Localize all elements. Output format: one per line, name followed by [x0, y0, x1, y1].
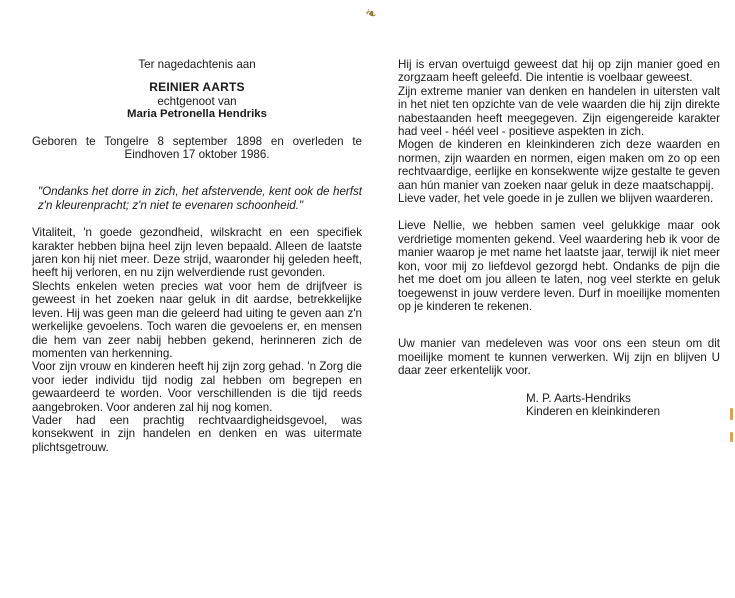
edge-mark: [730, 432, 733, 442]
deceased-name: REINIER AARTS: [149, 80, 245, 95]
paragraph: Slechts enkelen weten precies wat voor hem de drijfveer is geweest in het zoeken naar geluk in dit aardse, betrekkelijke leven. Hij was geen man die geleerd had uiting te geven aan z'n werkelijke gevoelens. Toch waren die gevoelens er, en mensen die hem van zeer nabij hebben gekend, herinneren zich de momenten van herkenning.: [32, 279, 362, 360]
spouse-of-label: echtgenoot van: [157, 94, 237, 108]
thanks-paragraph: Uw manier van medeleven was voor ons een steun om dit moeilijke moment te kunnen verwerken. Wij zijn en blijven U daar zeer erkentelijk voor.: [398, 337, 720, 378]
edge-mark: [730, 408, 733, 420]
paragraph: Lieve Nellie, we hebben samen veel gelukkige maar ook verdrietige momenten gekend. Veel waardering heb ik voor de manier waarop je met name het laatste jaar, terwijl ik niet meer kon, voor mij zo liefdevol gezorgd hebt. Ondanks de pijn die het me doet om jou alleen te laten, nog veel sterkte en geluk toegewenst in jouw verdere leven. Durf in moeilijke momenten op je kinderen te rekenen.: [398, 219, 720, 313]
signature-family: Kinderen en kleinkinderen: [526, 404, 661, 418]
quote: [32, 185, 362, 212]
paragraph: Zijn extreme manier van denken en handelen in uitersten valt in het niet ten opzichte van de vele waarden die hij zijn direkte nabestaanden heeft meegegeven. Zijn eigengereide karakter had veel - héél veel - positieve aspekten in zich.: [398, 84, 720, 139]
right-column: [398, 58, 720, 418]
birth-death-text: Geboren te Tongelre 8 september 1898 en overleden te Eindhoven 17 oktober 1986.: [32, 134, 362, 162]
spouse-name: Maria Petronella Hendriks: [127, 108, 267, 121]
quote-text: "Ondanks het dorre in zich, het afstervende, kent ook de herfst z'n kleurenpracht; z'n niet te evenaren schoonheid.": [38, 185, 362, 212]
signature-name: M. P. Aarts-Hendriks: [526, 391, 631, 405]
paragraph: Hij is ervan overtuigd geweest dat hij op zijn manier goed en zorgzaam heeft geleefd. Die intentie is voelbaar geweest.: [398, 58, 720, 85]
left-column: [32, 58, 362, 454]
paragraph: Vitaliteit, 'n goede gezondheid, wilskracht en een specifiek karakter hebben bijna heel zijn leven bepaald. Alleen de laatste jaren kon hij niet meer. Deze strijd, waaronder hij geleden heeft, heeft hij verloren, en nu zijn welverdiende rust gevonden.: [32, 226, 362, 280]
paragraph: Vader had een prachtig rechtvaardigheidsgevoel, was konsekwent in zijn handelen en denken en was uitermate plichtsgetrouw.: [32, 413, 362, 454]
paragraph: Mogen de kinderen en kleinkinderen zich deze waarden en normen, zijn waarden en normen, eigen maken om zo op een rechtvaardige, eerlijke en konsekwente wijze gestalte te geven aan hún manier van zoeken naar geluk in deze maatschappij.: [398, 138, 720, 192]
memory-heading: Ter nagedachtenis aan: [138, 58, 256, 71]
signature-block: [398, 392, 720, 419]
paragraph: Lieve vader, het vele goede in je zullen we blijven waarderen.: [398, 192, 714, 206]
ornament-icon: ❧: [362, 3, 380, 23]
paragraph: Voor zijn vrouw en kinderen heeft hij zijn zorg gehad. 'n Zorg die voor ieder individu tijd nodig zal hebben om begrepen en gewaardeerd te worden. Voor verschillenden is die tijd reeds aangebroken. Voor anderen zal hij nog komen.: [32, 360, 362, 414]
